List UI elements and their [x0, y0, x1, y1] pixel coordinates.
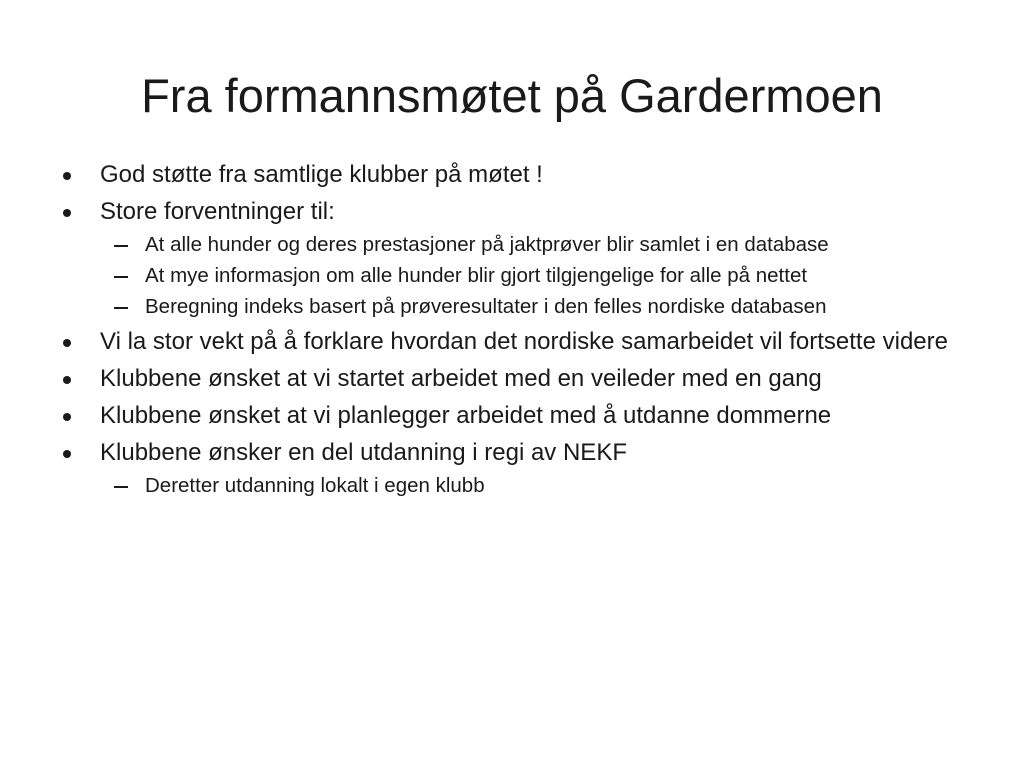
bullet-text: Klubbene ønsket at vi startet arbeidet med en veileder med en gang [100, 365, 822, 392]
sub-bullet-item [58, 473, 978, 499]
sub-bullet-item [58, 232, 978, 258]
bullet-item [58, 438, 978, 468]
bullet-item [58, 160, 978, 190]
bullet-item [58, 401, 978, 431]
sub-bullet-item [58, 294, 978, 320]
bullet-text: Klubbene ønsket at vi planlegger arbeidet med å utdanne dommerne [100, 402, 832, 429]
sub-bullet-text: Deretter utdanning lokalt i egen klubb [145, 474, 485, 497]
sub-bullet-text: At alle hunder og deres prestasjoner på jaktprøver blir samlet i en database [145, 233, 829, 256]
bullet-item [58, 197, 978, 227]
bullet-item [58, 364, 978, 394]
bullet-list [58, 160, 978, 499]
bullet-text: Vi la stor vekt på å forklare hvordan det nordiske samarbeidet vil fortsette videre [100, 328, 948, 355]
bullet-text: Klubbene ønsker en del utdanning i regi av NEKF [100, 439, 627, 466]
sub-bullet-text: Beregning indeks basert på prøveresultater i den felles nordiske databasen [145, 295, 827, 318]
bullet-text: God støtte fra samtlige klubber på møtet ! [100, 161, 543, 188]
bullet-text: Store forventninger til: [100, 198, 335, 225]
bullet-item [58, 327, 978, 357]
slide-title: Fra formannsmøtet på Gardermoen [141, 69, 883, 122]
sub-bullet-text: At mye informasjon om alle hunder blir gjort tilgjengelige for alle på nettet [145, 264, 808, 287]
sub-bullet-item [58, 263, 978, 289]
